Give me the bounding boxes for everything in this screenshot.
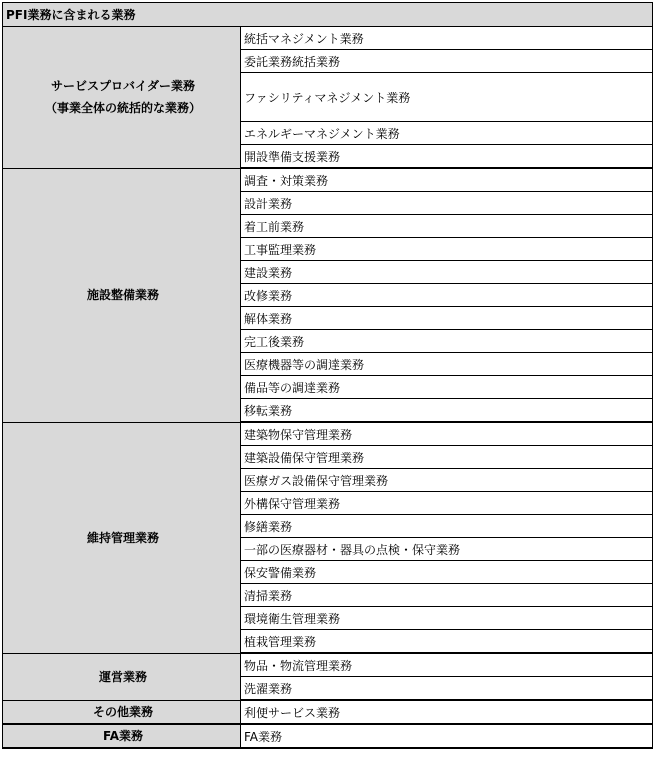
service-item: 医療機器等の調達業務 <box>241 353 653 376</box>
service-item: 完工後業務 <box>241 330 653 353</box>
service-item: 委託業務統括業務 <box>241 50 653 73</box>
table-row <box>3 724 653 748</box>
service-item: 一部の医療器材・器具の点検・保守業務 <box>241 538 653 561</box>
category-cell <box>3 27 241 169</box>
service-item: 調査・対策業務 <box>241 168 653 192</box>
category-cell <box>3 422 241 653</box>
service-item: 保安警備業務 <box>241 561 653 584</box>
service-item: 解体業務 <box>241 307 653 330</box>
category-note: （事業全体の統括的な業務） <box>44 101 201 116</box>
service-item: 清掃業務 <box>241 584 653 607</box>
category-cell <box>3 700 241 724</box>
service-item: ファシリティマネジメント業務 <box>241 73 653 122</box>
table-row <box>3 653 653 677</box>
category-cell <box>3 168 241 422</box>
category-label: 運営業務 <box>98 669 147 684</box>
service-item: 修繕業務 <box>241 515 653 538</box>
table-row <box>3 422 653 446</box>
category-label: その他業務 <box>92 704 153 719</box>
pfi-services-table <box>2 2 653 749</box>
service-item: 医療ガス設備保守管理業務 <box>241 469 653 492</box>
service-item: 物品・物流管理業務 <box>241 653 653 677</box>
table-row <box>3 168 653 192</box>
service-item: 建築物保守管理業務 <box>241 422 653 446</box>
table-header-row <box>3 3 653 27</box>
service-item: 外構保守管理業務 <box>241 492 653 515</box>
service-item: 利便サービス業務 <box>241 700 653 724</box>
service-item: 改修業務 <box>241 284 653 307</box>
service-item: 工事監理業務 <box>241 238 653 261</box>
table-row <box>3 27 653 50</box>
table-title: PFI業務に含まれる業務 <box>3 3 653 27</box>
service-item: 開設準備支援業務 <box>241 145 653 169</box>
service-item: 着工前業務 <box>241 215 653 238</box>
category-label: 維持管理業務 <box>86 530 159 545</box>
category-cell <box>3 653 241 700</box>
service-item: 洗濯業務 <box>241 677 653 701</box>
category-label: サービスプロバイダー業務 <box>50 79 195 94</box>
service-item: エネルギーマネジメント業務 <box>241 122 653 145</box>
service-item: 植栽管理業務 <box>241 630 653 654</box>
table-row <box>3 700 653 724</box>
service-item: 建設業務 <box>241 261 653 284</box>
category-label: FA業務 <box>102 729 144 743</box>
service-item: FA業務 <box>241 724 653 748</box>
service-item: 建築設備保守管理業務 <box>241 446 653 469</box>
service-item: 環境衛生管理業務 <box>241 607 653 630</box>
service-item: 設計業務 <box>241 192 653 215</box>
service-item: 移転業務 <box>241 399 653 423</box>
service-item: 備品等の調達業務 <box>241 376 653 399</box>
service-item: 統括マネジメント業務 <box>241 27 653 50</box>
category-cell <box>3 724 241 748</box>
category-label: 施設整備業務 <box>86 288 159 302</box>
